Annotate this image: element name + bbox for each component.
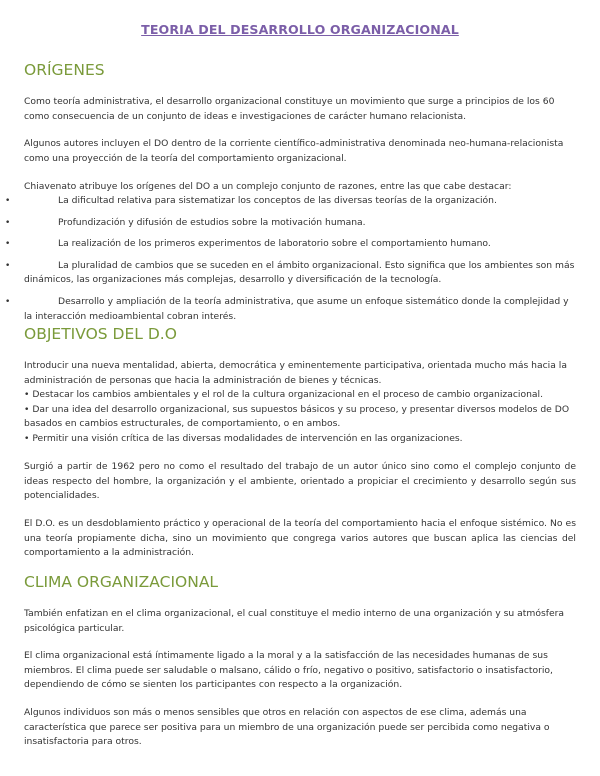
list-item: [0, 295, 576, 324]
objetivos-block: [24, 359, 576, 447]
objetivos-intro: Introducir una nueva mentalidad, abierta, democrática y eminentemente participativa, orientada mucho más hacia la administración de personas que hacia la administración de bienes y técnicas.: [24, 360, 567, 386]
objetivos-item: • Destacar los cambios ambientales y el rol de la cultura organizacional en el proceso de cambio organizacional.: [24, 389, 544, 401]
origenes-bullet-list: [0, 194, 600, 324]
bullet-icon: •: [5, 217, 11, 228]
clima-paragraph-1: También enfatizan en el clima organizacional, el cual constituye el medio interno de una organización y su atmósfera psicológica particular.: [24, 608, 565, 634]
bullet-icon: •: [5, 296, 11, 307]
objetivos-item: • Dar una idea del desarrollo organizacional, sus supuestos básicos y su proceso, y presentar diversos modelos de DO basados en cambios estructurales, de comportamiento, o en ambos.: [24, 403, 570, 430]
list-item: [0, 194, 576, 209]
list-item: [0, 237, 576, 252]
document-title: TEORIA DEL DESARROLLO ORGANIZACIONAL: [141, 22, 459, 37]
section-heading-origenes: ORÍGENES: [24, 61, 105, 79]
list-item-text: La realización de los primeros experimentos de laboratorio sobre el comportamiento humano.: [58, 238, 491, 250]
objetivos-paragraph-2: Surgió a partir de 1962 pero no como el resultado del trabajo de un autor único sino como el complejo conjunto de ideas respecto del hombre, la organización y el ambiente, orientado a propiciar el crecimiento y desarrollo según sus potencialidades.: [24, 461, 576, 502]
list-item-text: La dificultad relativa para sistematizar los conceptos de las diversas teorías de la organización.: [58, 195, 497, 206]
list-item-text: Desarrollo y ampliación de la teoría administrativa, que asume un enfoque sistemático donde la complejidad y la interacción medioambiental cobran interés.: [24, 295, 569, 322]
list-item: [0, 259, 576, 288]
origenes-paragraph-1: Como teoría administrativa, el desarrollo organizacional constituye un movimiento que surge a principios de los 60 como consecuencia de un conjunto de ideas e investigaciones de carácter humano relacionista.: [24, 96, 555, 122]
objetivos-item: • Permitir una visión crítica de las diversas modalidades de intervención en las organizaciones.: [24, 432, 463, 444]
list-item-text: Profundización y difusión de estudios sobre la motivación humana.: [58, 216, 366, 228]
list-item: [0, 216, 576, 231]
origenes-paragraph-3: Chiavenato atribuye los orígenes del DO a un complejo conjunto de razones, entre las que cabe destacar:: [24, 181, 512, 192]
clima-paragraph-2: El clima organizacional está íntimamente ligado a la moral y a la satisfacción de las necesidades humanas de sus miembros. El clima puede ser saludable o malsano, cálido o frío, negativo o positivo, satisfactorio o insatisfactorio, dependiendo de cómo se sienten los participantes con respecto a la organización.: [24, 650, 553, 691]
bullet-icon: •: [5, 260, 11, 271]
objetivos-paragraph-3: El D.O. es un desdoblamiento práctico y operacional de la teoría del comportamiento hacia el enfoque sistémico. No es una teoría propiamente dicha, sino un movimiento que congrega varios autores que buscan aplica las ciencias del comportamiento a la administración.: [24, 518, 576, 559]
origenes-paragraph-2: Algunos autores incluyen el DO dentro de la corriente científico-administrativa denominada neo-humana-relacionista como una proyección de la teoría del comportamiento organizacional.: [24, 138, 564, 164]
bullet-icon: •: [5, 196, 11, 206]
clima-paragraph-3: Algunos individuos son más o menos sensibles que otros en relación con aspectos de ese clima, además una característica que parece ser positiva para un miembro de una organización puede ser percibida como negativa o insatisfactoria para otros.: [24, 707, 550, 748]
bullet-icon: •: [5, 239, 11, 250]
section-heading-objetivos: OBJETIVOS DEL D.O: [24, 325, 177, 343]
section-heading-clima: CLIMA ORGANIZACIONAL: [24, 573, 219, 591]
list-item-text: La pluralidad de cambios que se suceden en el ámbito organizacional. Esto significa que los ambientes son más dinámicos, las organizaciones más complejas, desarrollo y diversificación de la tecnología.: [24, 259, 575, 286]
